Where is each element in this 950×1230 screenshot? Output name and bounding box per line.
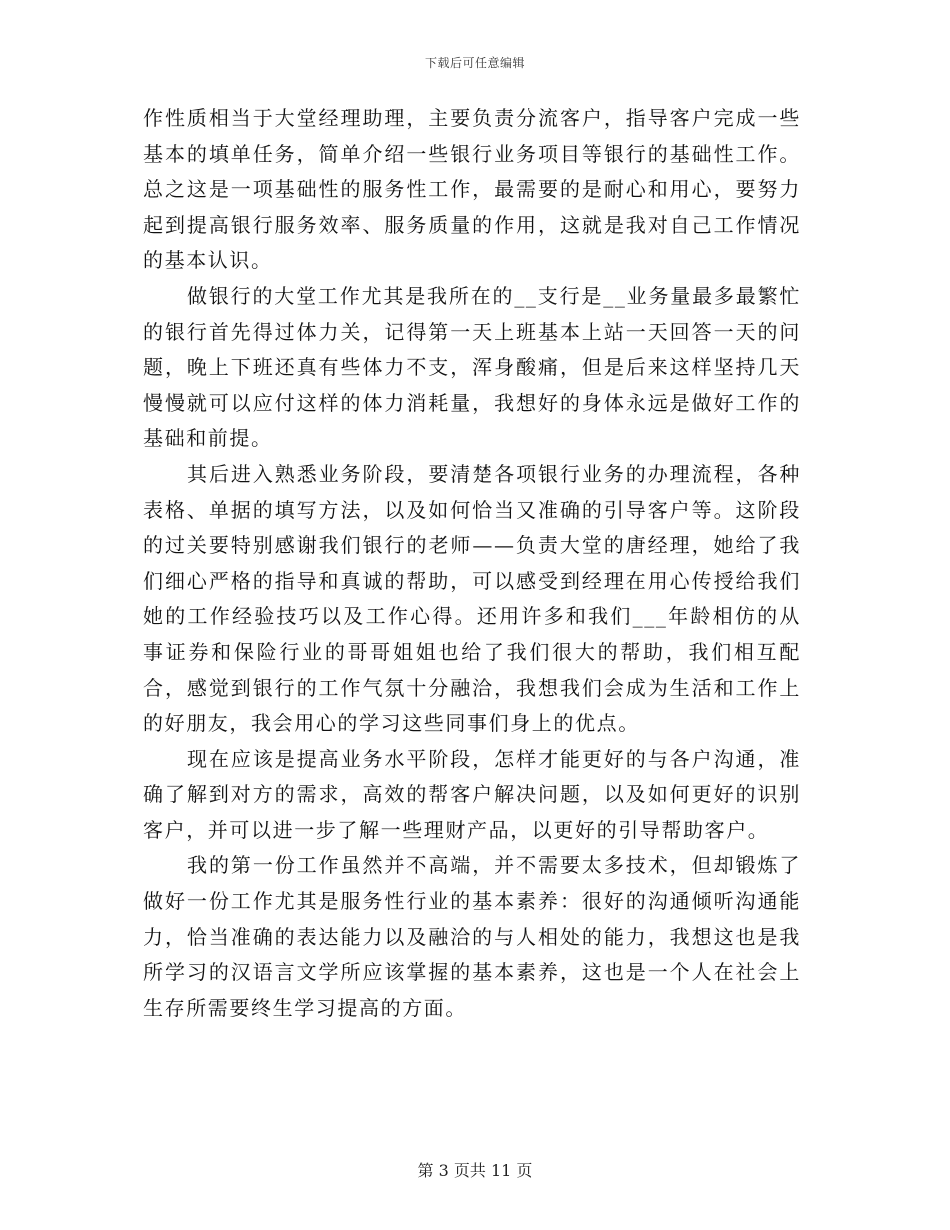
paragraph: 作性质相当于大堂经理助理，主要负责分流客户，指导客户完成一些基本的填单任务，简单介绍一些银行业务项目等银行的基础性工作。总之这是一项基础性的服务性工作，最需要的是耐心和用心，要努力起到提高银行服务效率、服务质量的作用，这就是我对自己工作情况的基本认识。 (143, 106, 801, 273)
paragraph: 做银行的大堂工作尤其是我所在的__支行是__业务量最多最繁忙的银行首先得过体力关，记得第一天上班基本上站一天回答一天的问题，晚上下班还真有些体力不支，浑身酸痛，但是后来这样坚持几天慢慢就可以应付这样的体力消耗量，我想好的身体永远是做好工作的基础和前提。 (143, 283, 801, 451)
paragraph: 我的第一份工作虽然并不高端，并不需要太多技术，但却锻炼了做好一份工作尤其是服务性行业的基本素养：很好的沟通倾听沟通能力，恰当准确的表达能力以及融洽的与人相处的能力，我想这也是我所学习的汉语言文学所应该掌握的基本素养，这也是一个人在社会上生存所需要终生学习提高的方面。 (143, 853, 801, 1020)
paragraph: 现在应该是提高业务水平阶段，怎样才能更好的与各户沟通，准确了解到对方的需求，高效的帮客户解决问题，以及如何更好的识别客户，并可以进一步了解一些理财产品，以更好的引导帮助客户。 (143, 746, 801, 842)
page-header: 下载后可任意编辑 (424, 56, 525, 70)
document-body (143, 101, 801, 1026)
page-footer: 第 3 页共 11 页 (417, 1161, 533, 1180)
paragraph: 其后进入熟悉业务阶段，要清楚各项银行业务的办理流程，各种表格、单据的填写方法，以及如何恰当又准确的引导客户等。这阶段的过关要特别感谢我们银行的老师——负责大堂的唐经理，她给了我们细心严格的指导和真诚的帮助，可以感受到经理在用心传授给我们她的工作经验技巧以及工作心得。还用许多和我们___年龄相仿的从事证券和保险行业的哥哥姐姐也给了我们很大的帮助，我们相互配合，感觉到银行的工作气氛十分融洽，我想我们会成为生活和工作上的好朋友，我会用心的学习这些同事们身上的优点。 (143, 461, 801, 736)
